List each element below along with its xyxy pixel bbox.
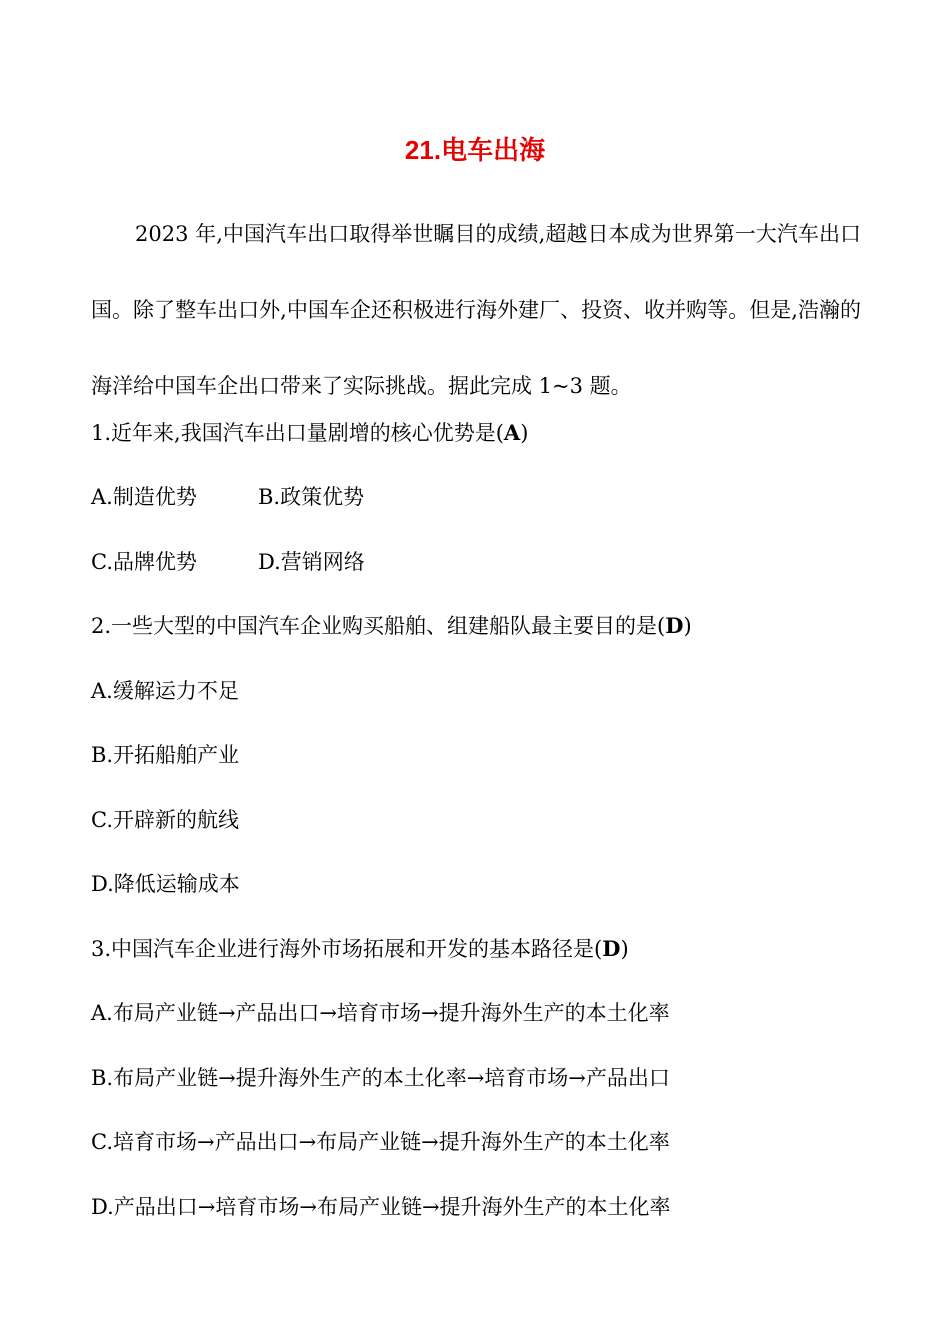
question-1-close: ) [520,421,529,445]
document-title: 21.电车出海 [404,135,546,165]
question-3-option-c: C.培育市场→产品出口→布局产业链→提升海外生产的本土化率 [91,1130,670,1154]
question-2-answer: D [665,613,684,638]
question-1-option-c: C.品牌优势 [91,550,197,574]
question-1-option-d: D.营销网络 [258,550,365,574]
question-3-text: 3.中国汽车企业进行海外市场拓展和开发的基本路径是( [91,937,603,961]
question-2-option-a: A.缓解运力不足 [91,679,239,703]
question-3-option-d: D.产品出口→培育市场→布局产业链→提升海外生产的本土化率 [91,1195,671,1219]
question-1-options-row-1 [91,482,197,512]
intro-paragraph: 2023 年,中国汽车出口取得举世瞩目的成绩,超越日本成为世界第一大汽车出口国。除了整车出口外,中国车企还积极进行海外建厂、投资、收并购等。但是,浩瀚的海洋给中国车企出口带来了实际挑战。据此完成 1~3 题。 [91,222,861,398]
question-2-close: ) [683,614,692,638]
question-1-stem [91,418,528,448]
question-1-option-b: B.政策优势 [258,485,365,509]
question-3-stem [91,934,629,964]
question-2-option-c: C.开辟新的航线 [91,808,239,832]
question-3-close: ) [620,937,629,961]
question-3-option-a: A.布局产业链→产品出口→培育市场→提升海外生产的本土化率 [91,1001,670,1025]
question-1-options-row-2 [91,547,197,577]
question-3-answer: D [602,936,621,961]
question-1-text: 1.近年来,我国汽车出口量剧增的核心优势是( [91,421,504,445]
question-2-text: 2.一些大型的中国汽车企业购买船舶、组建船队最主要目的是( [91,614,666,638]
question-2-stem [91,611,692,641]
question-2-option-d: D.降低运输成本 [91,872,240,896]
question-3-option-b: B.布局产业链→提升海外生产的本土化率→培育市场→产品出口 [91,1066,670,1090]
question-1-option-a: A.制造优势 [91,485,197,509]
question-1-answer: A [503,420,521,445]
question-2-option-b: B.开拓船舶产业 [91,743,240,767]
